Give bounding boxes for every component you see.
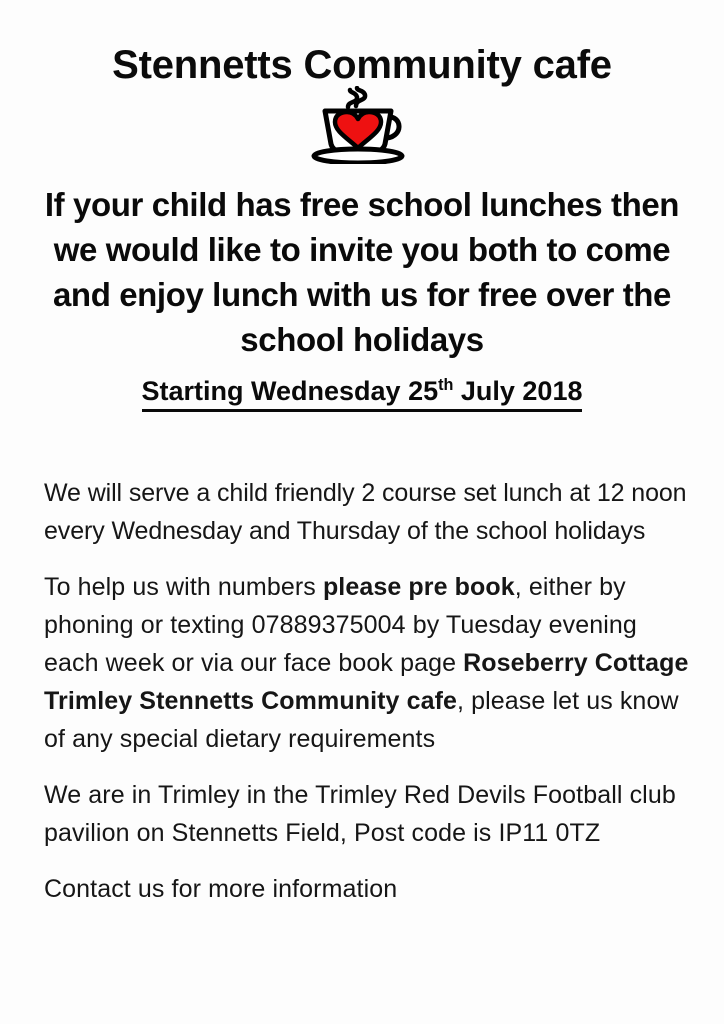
- start-date-ordinal-suffix: th: [438, 376, 454, 394]
- paragraph-contact: Contact us for more information: [44, 875, 398, 903]
- booking-text-part-2: , either by phoning or texting 07889375004 by Tuesday evening each week or via our face book page: [44, 573, 637, 677]
- booking-text-part-3: , please let us know of any special dietary requirements: [44, 687, 679, 753]
- start-date-suffix: July 2018: [453, 376, 583, 406]
- page-title: Stennetts Community cafe: [112, 43, 612, 87]
- booking-emphasis-pre-book: please pre book: [322, 573, 515, 601]
- paragraph-booking: [44, 568, 692, 758]
- start-date-line: [0, 376, 724, 412]
- start-date-underlined: [142, 376, 583, 412]
- facebook-page-name: Roseberry Cottage Trimley Stennetts Community cafe: [44, 649, 689, 715]
- body-content: [44, 474, 692, 908]
- paragraph-lunch-details: We will serve a child friendly 2 course set lunch at 12 noon every Wednesday and Thursday of the school holidays: [44, 479, 687, 545]
- logo-container: [0, 86, 724, 164]
- headline-text: If your child has free school lunches then we would like to invite you both to come and enjoy lunch with us for free over the school holidays: [44, 186, 680, 358]
- coffee-cup-with-heart-icon: [307, 86, 417, 164]
- booking-text-part-1: To help us with numbers: [44, 573, 323, 601]
- start-date-prefix: Starting Wednesday 25: [141, 376, 439, 406]
- paragraph-location: We are in Trimley in the Trimley Red Devils Football club pavilion on Stennetts Field, Post code is IP11 0TZ: [44, 781, 676, 847]
